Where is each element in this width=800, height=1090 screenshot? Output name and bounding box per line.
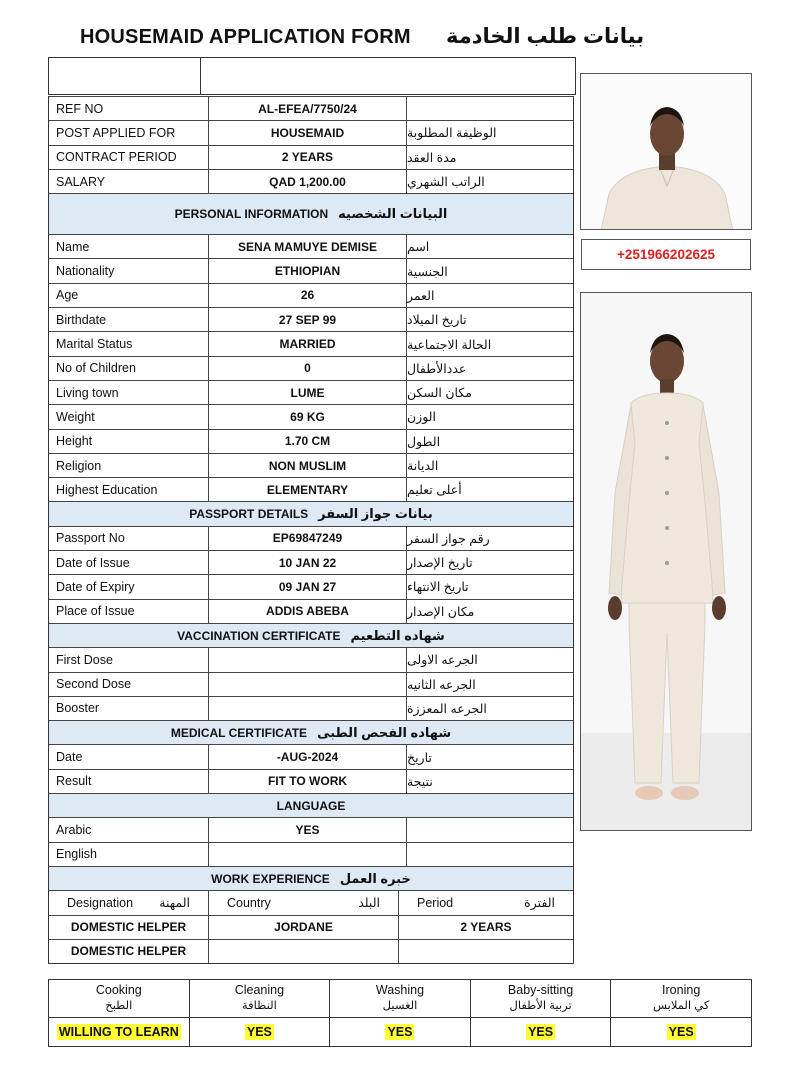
skill-label-arabic: النظافة [242, 1000, 277, 1013]
field-label: Booster [49, 697, 209, 720]
skill-value: YES [387, 1025, 413, 1039]
section-personal-information [49, 193, 573, 234]
field-label: Height [49, 430, 209, 453]
row-post-applied [49, 120, 573, 144]
skill-value: YES [246, 1025, 272, 1039]
field-value: 09 JAN 27 [209, 575, 407, 598]
skill-label-arabic: كي الملابس [653, 1000, 710, 1013]
section-title: PERSONAL INFORMATION [174, 207, 329, 222]
field-label: Birthdate [49, 308, 209, 331]
field-value: MARRIED [209, 332, 407, 355]
skill-ironing [611, 980, 751, 1046]
country-cell: JORDANE [209, 916, 399, 939]
full-body-figure-icon [581, 293, 752, 831]
skill-washing [330, 980, 471, 1046]
field-label: Date [49, 745, 209, 768]
field-label: Religion [49, 454, 209, 477]
field-label: REF NO [49, 97, 209, 120]
row-marital-status [49, 331, 573, 355]
skill-label: Baby-sitting [507, 983, 574, 998]
field-label: Marital Status [49, 332, 209, 355]
designation-cell: DOMESTIC HELPER [49, 916, 209, 939]
field-label-arabic: مدة العقد [407, 150, 457, 165]
field-label: Arabic [49, 818, 209, 841]
top-blank-box [48, 57, 576, 95]
field-value: 2 YEARS [209, 146, 407, 169]
field-label: Weight [49, 405, 209, 428]
phone-number: +251966202625 [581, 239, 751, 270]
section-work-experience [49, 866, 573, 890]
row-birthdate [49, 307, 573, 331]
row-medical-result [49, 769, 573, 793]
form-title: HOUSEMAID APPLICATION FORM [80, 26, 411, 48]
row-date-of-expiry [49, 574, 573, 598]
section-title-arabic: بيانات جواز السفر [318, 506, 433, 522]
section-title-arabic: خبره العمل [339, 870, 411, 886]
work-experience-row [49, 939, 573, 963]
field-value [209, 648, 407, 671]
row-medical-date [49, 744, 573, 768]
field-value [209, 843, 407, 866]
col-label-arabic: المهنة [159, 896, 190, 911]
row-english [49, 842, 573, 866]
row-place-of-issue [49, 599, 573, 623]
field-label-arabic: تاريخ الإصدار [407, 556, 473, 571]
row-arabic [49, 817, 573, 841]
section-title-arabic: شهاده الفحص الطبى [317, 724, 452, 740]
field-label-arabic: تاريخ الميلاد [407, 313, 467, 328]
period-cell [399, 940, 573, 963]
col-label-arabic: الفترة [524, 896, 555, 911]
skill-label: Ironing [662, 983, 701, 998]
field-label-arabic: تاريخ الانتهاء [407, 580, 469, 595]
skill-label: Washing [375, 983, 425, 998]
field-label-arabic: الوزن [407, 410, 436, 425]
row-salary [49, 169, 573, 193]
section-title-arabic: البيانات الشخصيه [338, 206, 448, 222]
field-label: POST APPLIED FOR [49, 121, 209, 144]
field-label-arabic: الراتب الشهري [407, 175, 485, 190]
field-label-arabic: رقم جواز السفر [407, 531, 490, 546]
skill-label: Cleaning [234, 983, 285, 998]
section-title: VACCINATION CERTIFICATE [177, 628, 341, 643]
row-date-of-issue [49, 550, 573, 574]
skill-value: WILLING TO LEARN [58, 1025, 179, 1039]
row-education [49, 477, 573, 501]
row-children [49, 356, 573, 380]
field-label-arabic: الجرعه الاولى [407, 653, 478, 668]
field-label: No of Children [49, 357, 209, 380]
field-label: Name [49, 235, 209, 258]
field-label-arabic: العمر [407, 288, 435, 303]
section-title: WORK EXPERIENCE [211, 871, 330, 886]
skill-label-arabic: تربية الأطفال [509, 1000, 572, 1013]
section-medical-certificate [49, 720, 573, 744]
work-experience-header [49, 890, 573, 914]
row-height [49, 429, 573, 453]
field-value: YES [209, 818, 407, 841]
field-value: SENA MAMUYE DEMISE [209, 235, 407, 258]
row-second-dose [49, 672, 573, 696]
field-label: Nationality [49, 259, 209, 282]
field-value: 10 JAN 22 [209, 551, 407, 574]
field-value [209, 697, 407, 720]
field-value: HOUSEMAID [209, 121, 407, 144]
field-label: CONTRACT PERIOD [49, 146, 209, 169]
field-label-arabic: الجرعه المعززة [407, 701, 487, 716]
field-label: English [49, 843, 209, 866]
field-label: First Dose [49, 648, 209, 671]
skill-cooking [49, 980, 190, 1046]
field-label: Passport No [49, 527, 209, 550]
section-passport-details [49, 501, 573, 525]
field-value: 1.70 CM [209, 430, 407, 453]
field-label: Living town [49, 381, 209, 404]
field-value: -AUG-2024 [209, 745, 407, 768]
section-vaccination-certificate [49, 623, 573, 647]
row-weight [49, 404, 573, 428]
skill-label: Cooking [95, 983, 142, 998]
col-label: Period [417, 895, 454, 910]
skill-value: YES [668, 1025, 694, 1039]
row-nationality [49, 258, 573, 282]
field-label-arabic: تاريخ [407, 750, 432, 765]
field-value: 69 KG [209, 405, 407, 428]
field-label-arabic [407, 818, 573, 841]
field-label-arabic: الوظيفة المطلوبة [407, 126, 497, 141]
country-cell [209, 940, 399, 963]
row-ref-no [49, 96, 573, 120]
designation-cell: DOMESTIC HELPER [49, 940, 209, 963]
row-religion [49, 453, 573, 477]
portrait-photo [580, 73, 752, 230]
field-label: Date of Expiry [49, 575, 209, 598]
skill-value: YES [528, 1025, 554, 1039]
col-country [209, 891, 399, 914]
field-label: Second Dose [49, 673, 209, 696]
field-label: SALARY [49, 170, 209, 193]
skill-label-arabic: الغسيل [382, 1000, 418, 1013]
field-label-arabic: مكان الإصدار [407, 604, 475, 619]
field-label-arabic: مكان السكن [407, 386, 472, 401]
row-booster [49, 696, 573, 720]
field-label-arabic: الديانة [407, 459, 439, 473]
field-label-arabic [407, 97, 573, 120]
field-label-arabic: الجنسية [407, 264, 448, 279]
row-first-dose [49, 647, 573, 671]
field-value: 0 [209, 357, 407, 380]
field-label: Result [49, 770, 209, 793]
field-label: Date of Issue [49, 551, 209, 574]
row-passport-no [49, 526, 573, 550]
section-title-arabic: شهاده التطعيم [350, 627, 445, 643]
portrait-figure-icon [581, 74, 752, 230]
field-label: Age [49, 284, 209, 307]
col-period [399, 891, 573, 914]
section-title: MEDICAL CERTIFICATE [170, 725, 308, 740]
field-label-arabic [407, 843, 573, 866]
row-contract-period [49, 145, 573, 169]
field-value [209, 673, 407, 696]
field-value: 27 SEP 99 [209, 308, 407, 331]
field-value: ELEMENTARY [209, 478, 407, 501]
col-label: Country [227, 895, 271, 910]
row-name [49, 234, 573, 258]
top-blank-cell-2 [201, 58, 575, 94]
field-label: Place of Issue [49, 600, 209, 623]
field-label-arabic: نتيجة [407, 774, 433, 789]
col-label: Designation [67, 895, 134, 910]
skill-cleaning [190, 980, 331, 1046]
field-value: AL-EFEA/7750/24 [209, 97, 407, 120]
skills-table [48, 979, 752, 1047]
field-value: LUME [209, 381, 407, 404]
work-experience-row [49, 915, 573, 939]
field-label-arabic: الحالة الاجتماعية [407, 337, 492, 352]
period-cell: 2 YEARS [460, 920, 512, 935]
skill-baby-sitting [471, 980, 612, 1046]
full-body-photo [580, 292, 752, 831]
field-value: QAD 1,200.00 [209, 170, 407, 193]
field-value: NON MUSLIM [209, 454, 407, 477]
field-label-arabic: الطول [407, 434, 441, 449]
section-language [49, 793, 573, 817]
field-label-arabic: عددالأطفال [407, 361, 467, 376]
col-label-arabic: البلد [358, 896, 380, 911]
skill-label-arabic: الطبخ [105, 1000, 133, 1013]
field-label-arabic: أعلى تعليم [407, 483, 462, 498]
top-blank-cell-1 [49, 58, 201, 94]
form-table [48, 96, 574, 964]
field-value: ADDIS ABEBA [209, 600, 407, 623]
field-label-arabic: اسم [407, 240, 430, 255]
field-value: FIT TO WORK [209, 770, 407, 793]
row-living-town [49, 380, 573, 404]
field-label-arabic: الجرعه الثانيه [407, 677, 476, 692]
col-designation [49, 891, 209, 914]
field-value: EP69847249 [209, 527, 407, 550]
section-title: LANGUAGE [276, 798, 346, 813]
row-age [49, 283, 573, 307]
field-label: Highest Education [49, 478, 209, 501]
form-title-arabic: بيانات طلب الخادمة [446, 25, 645, 48]
section-title: PASSPORT DETAILS [189, 507, 309, 522]
field-value: ETHIOPIAN [209, 259, 407, 282]
field-value: 26 [209, 284, 407, 307]
